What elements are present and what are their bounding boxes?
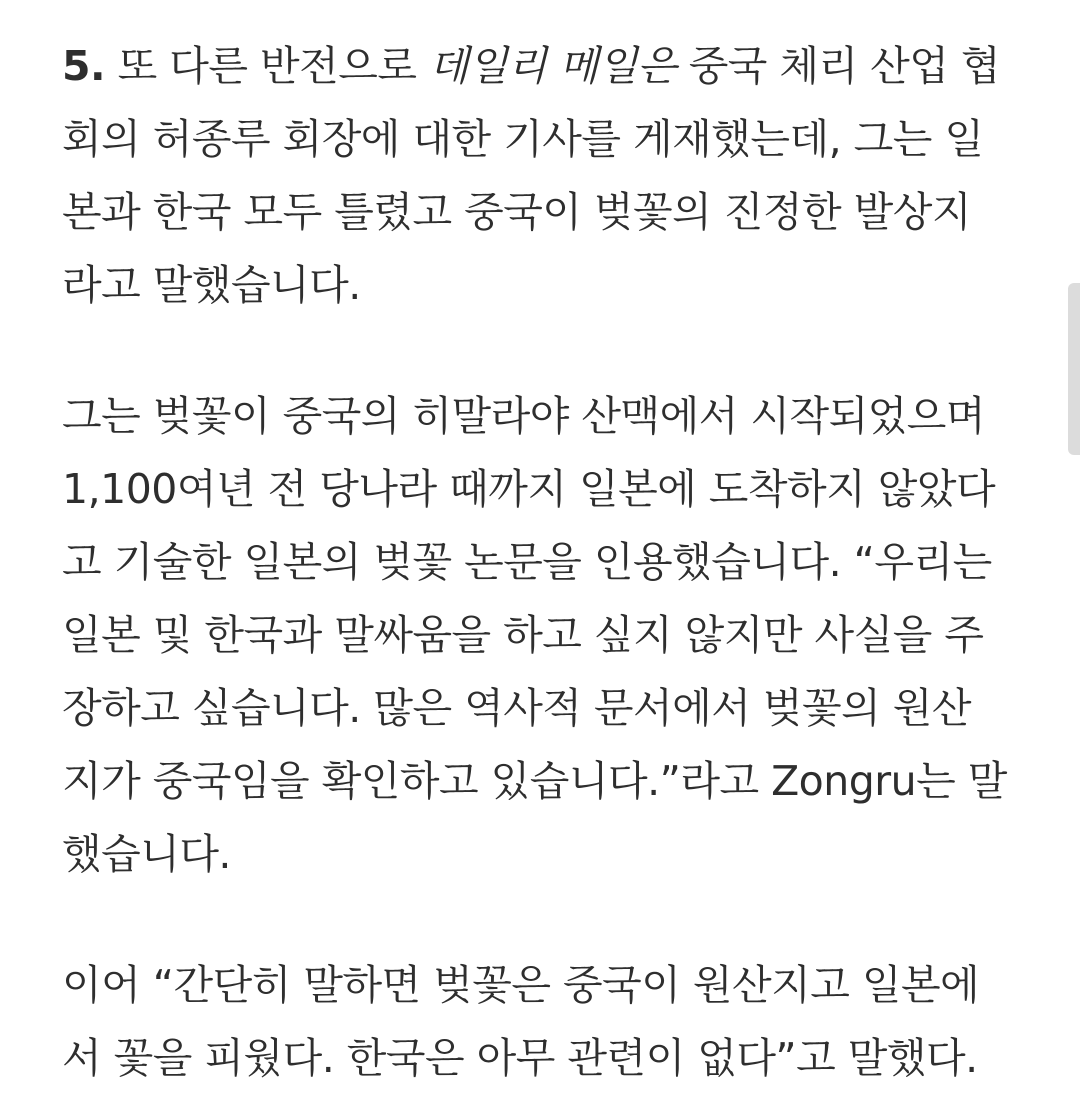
paragraph-3-line: 서 꽃을 피웠다. 한국은 아무 관련이 없다”고 말했다. xyxy=(62,1034,978,1082)
article-body xyxy=(62,30,1022,1095)
line-text: 또 다른 반전으로 xyxy=(105,42,429,90)
publication-name: 데일리 메일은 xyxy=(428,42,677,90)
paragraph-2 xyxy=(62,380,1022,891)
paragraph-3-line: 이어 “간단히 말하면 벚꽃은 중국이 원산지고 일본에 xyxy=(62,961,980,1009)
paragraph-1-line-4: 라고 말했습니다. xyxy=(62,261,361,309)
paragraph-2-line: 했습니다. xyxy=(62,830,231,878)
item-number: 5. xyxy=(62,42,106,90)
paragraph-2-line: 일본 및 한국과 말싸움을 하고 싶지 않지만 사실을 주 xyxy=(62,611,984,659)
paragraph-1-line-2: 회의 허종루 회장에 대한 기사를 게재했는데, 그는 일 xyxy=(62,115,984,163)
paragraph-1-line-3: 본과 한국 모두 틀렸고 중국이 벚꽃의 진정한 발상지 xyxy=(62,188,971,236)
paragraph-2-line: 고 기술한 일본의 벚꽃 논문을 인용했습니다. “우리는 xyxy=(62,538,992,586)
paragraph-2-line: 장하고 싶습니다. 많은 역사적 문서에서 벚꽃의 원산 xyxy=(62,684,971,732)
paragraph-3 xyxy=(62,949,1022,1095)
paragraph-1 xyxy=(62,30,1022,322)
scrollbar-thumb[interactable] xyxy=(1068,283,1080,455)
paragraph-2-line: 지가 중국임을 확인하고 있습니다.”라고 Zongru는 말 xyxy=(62,757,1007,805)
paragraph-2-line: 그는 벚꽃이 중국의 히말라야 산맥에서 시작되었으며 xyxy=(62,392,985,440)
paragraph-1-line-1 xyxy=(62,30,1022,103)
paragraph-2-line: 1,100여년 전 당나라 때까지 일본에 도착하지 않았다 xyxy=(62,465,996,513)
line-text: 중국 체리 산업 협 xyxy=(676,42,1001,90)
